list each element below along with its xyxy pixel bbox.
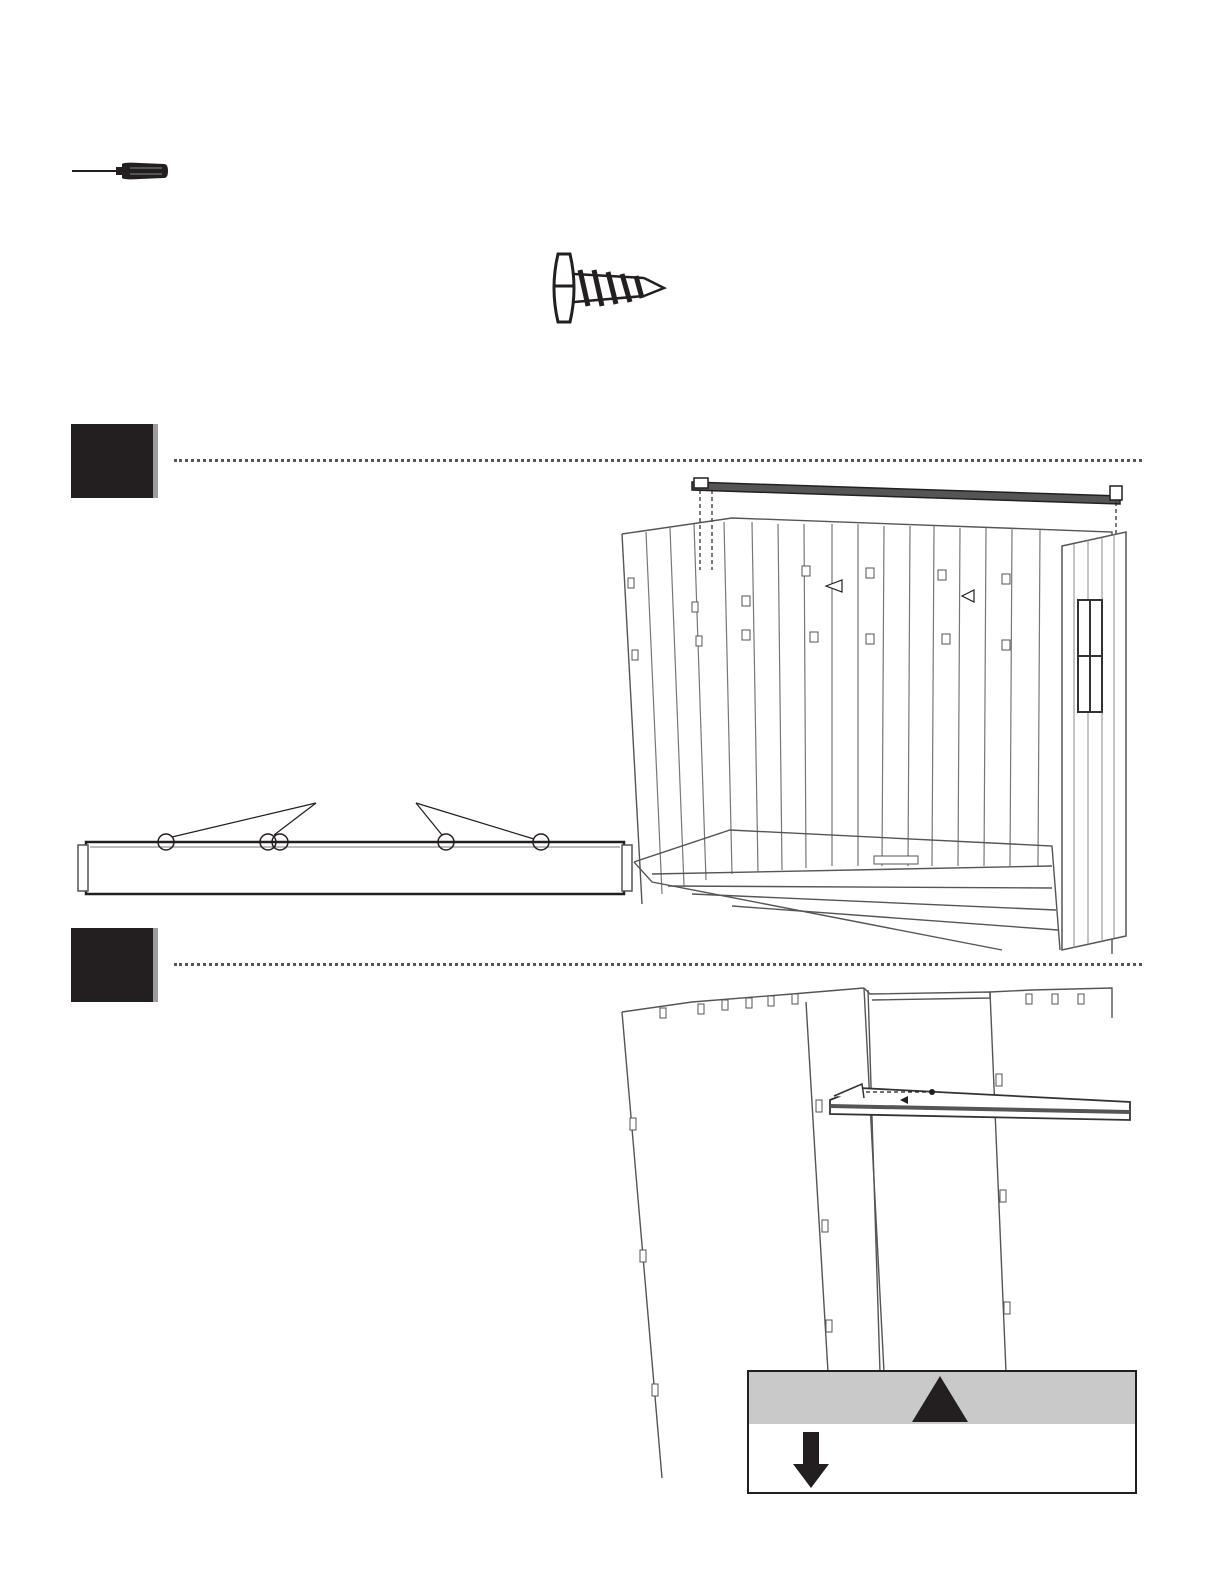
step-1-divider [174, 459, 1142, 462]
shed-back-wall-illustration [612, 474, 1132, 954]
warning-triangle-icon [910, 1374, 970, 1424]
down-arrow-icon [791, 1430, 831, 1492]
step-1-marker [71, 424, 153, 498]
warning-header [749, 1372, 1135, 1424]
warning-box [747, 1370, 1137, 1494]
screwdriver-icon [70, 158, 170, 184]
pan-head-screw-icon [548, 250, 668, 326]
rail-detail-illustration [76, 825, 636, 900]
step-2-divider [174, 963, 1142, 966]
step-2-marker [71, 928, 153, 1002]
